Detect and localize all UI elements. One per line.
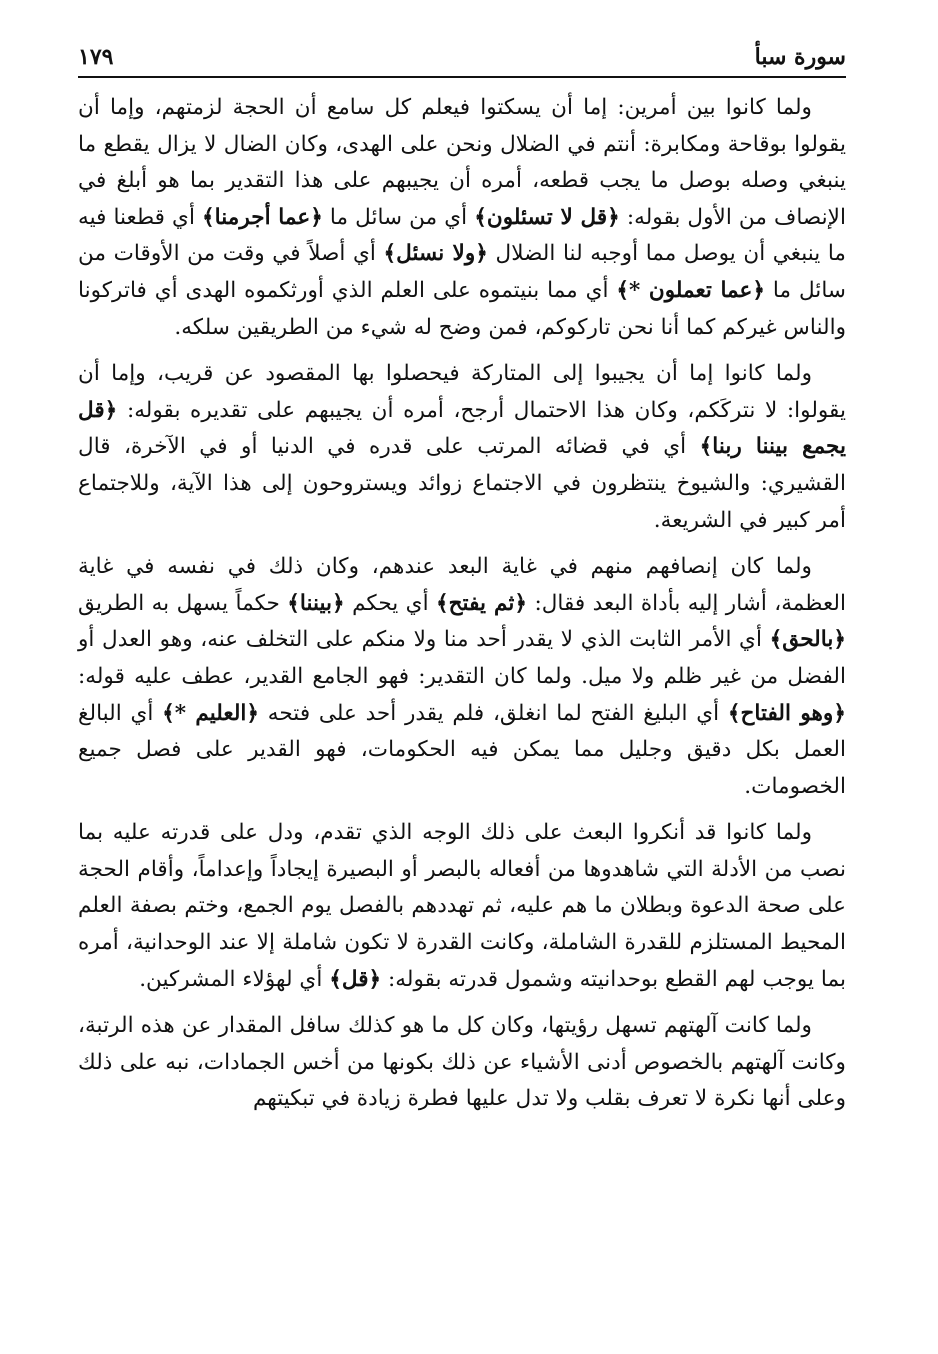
paragraph bbox=[78, 815, 846, 998]
text-segment: ولما كانت آلهتهم تسهل رؤيتها، وكان كل ما هو كذلك سافل المقدار عن هذه الرتبة، وكانت آلهتهم بالخصوص أدنى الأشياء عن ذلك بكونها من أخس الجمادات، نبه على ذلك وعلى أنها نكرة لا تعرف بقلب ولا تدل عليها فطرة زيادة في تبكيتهم bbox=[78, 1013, 846, 1112]
text-segment: ولما كانوا بين أمرين: إما أن يسكتوا فيعلم كل سامع أن الحجة لزمتهم، وإما أن يقولوا بوقاحة ومكابرة: أنتم في الضلال ونحن على الهدى، وكان الضال لا يزال يقطع ما ينبغي وصله بوصل ما يجب قطعه، أمره أن يجيبهم على هذا التقدير بما هو أبلغ في الإنصاف من الأول بقوله: bbox=[78, 95, 846, 230]
page-body bbox=[78, 90, 846, 1118]
quran-quote: ﴿ولا نسئل﴾ bbox=[383, 241, 488, 267]
text-segment: أي الأمر الثابت الذي لا يقدر أحد منا ولا منكم على التخلف عنه، وهو العدل أو الفضل من غير ظلم ولا ميل. ولما كان التقدير: فهو الجامع القدير، عطف عليه قوله: bbox=[78, 627, 846, 689]
quran-quote: ﴿قل يجمع بيننا ربنا﴾ bbox=[78, 397, 846, 460]
quran-quote: ﴿بالحق﴾ bbox=[769, 627, 846, 653]
quran-quote: ﴿العليم *﴾ bbox=[162, 700, 260, 726]
text-segment: أي في قضائه المرتب على قدره في الدنيا أو في الآخرة، قال القشيري: والشيوخ ينتظرون في الاجتماع زوائد ويستروحون إلى هذا الآية، وللاجتماع أمر كبير في الشريعة. bbox=[78, 434, 846, 533]
paragraph bbox=[78, 549, 846, 805]
paragraph bbox=[78, 356, 846, 539]
surah-title: سورة سبأ bbox=[754, 44, 846, 70]
text-segment: أي البليغ الفتح لما انغلق، فلم يقدر أحد على فتحه bbox=[259, 700, 728, 726]
quran-quote: ﴿عما تعملون *﴾ bbox=[616, 277, 766, 303]
text-segment: أي من سائل ما bbox=[322, 204, 475, 230]
paragraph bbox=[78, 90, 846, 346]
text-segment: ولما كانوا قد أنكروا البعث على ذلك الوجه الذي تقدم، ودل على قدرته عليه بما نصب من الأدلة التي شاهدوها من أفعاله بالبصر أو البصيرة إيجاداً وإعداماً، وأقام الحجة على صحة الدعوة وبطلان ما هم عليه، ثم تهددهم بالفصل يوم الجمع، وختم بصفة العلم المحيط المستلزم للقدرة الشاملة، وكانت القدرة لا تكون شاملة إلا عند الوحدانية، أمره بما يوجب لهم القطع بوحدانيته وشمول قدرته بقوله: bbox=[78, 820, 846, 992]
quran-quote: ﴿ثم يفتح﴾ bbox=[435, 590, 528, 616]
text-segment: أي لهؤلاء المشركين. bbox=[139, 966, 330, 992]
text-segment: أي قطعنا فيه ما ينبغي أن يوصل مما أوجبه لنا الضلال bbox=[78, 204, 846, 267]
text-segment: أي يحكم bbox=[344, 590, 436, 616]
quran-quote: ﴿بيننا﴾ bbox=[287, 590, 345, 616]
page-header bbox=[78, 40, 846, 78]
text-segment: أي مما بنيتموه على العلم الذي أورثكموه الهدى أي فاتركونا والناس غيركم كما أنا نحن تاركوكم، فمن وضح له شيء من الطريقين سلكه. bbox=[78, 277, 846, 340]
quran-quote: ﴿قل﴾ bbox=[329, 966, 382, 992]
text-segment: أي البالغ العمل بكل دقيق وجليل مما يمكن فيه الحكومات، فهو القدير على فصل جميع الخصومات. bbox=[78, 700, 846, 799]
quran-quote: ﴿عما أجرمنا﴾ bbox=[202, 204, 323, 230]
paragraph bbox=[78, 1008, 846, 1118]
quran-quote: ﴿قل لا تسئلون﴾ bbox=[474, 204, 620, 230]
text-segment: أي أصلاً في وقت من الأوقات من سائل ما bbox=[78, 241, 846, 303]
quran-quote: ﴿وهو الفتاح﴾ bbox=[727, 700, 846, 726]
text-segment: ولما كان إنصافهم منهم في غاية البعد عندهم، وكان ذلك في نفسه في غاية العظمة، أشار إليه بأداة البعد فقال: bbox=[78, 554, 846, 616]
text-segment: ولما كانوا إما أن يجيبوا إلى المتاركة فيحصلوا بها المقصود عن قريب، وإما أن يقولوا: لا نتركَكم، وكان هذا الاحتمال أرجح، أمره أن يجيبهم على تقديره بقوله: bbox=[78, 361, 846, 423]
text-segment: حكماً يسهل به الطريق bbox=[78, 590, 288, 616]
page-number: ١٧٩ bbox=[78, 44, 114, 70]
book-page bbox=[78, 40, 846, 1330]
